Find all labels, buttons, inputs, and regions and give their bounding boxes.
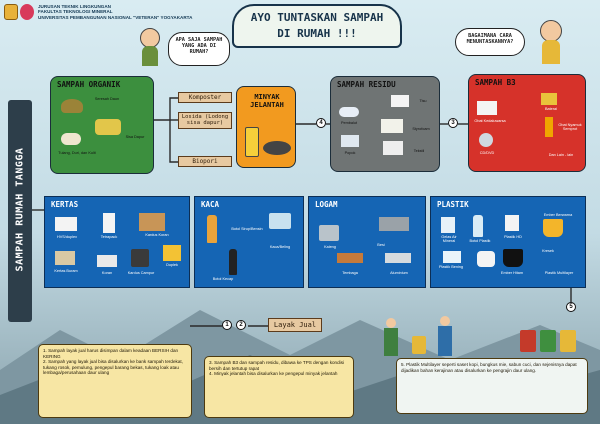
syrup-bottle-icon <box>207 215 217 243</box>
logam-item-besi: Besi <box>377 243 385 247</box>
losida-tag: Losida (Lodong sisa dapur) <box>178 112 232 129</box>
university-logo <box>4 4 18 20</box>
soy-bottle-icon <box>229 249 237 275</box>
kertas-item-buram: Kertas Buram <box>54 269 78 273</box>
side-label-panel <box>8 100 32 322</box>
hvs-icon <box>55 217 77 231</box>
cardboard-icon <box>139 213 165 231</box>
aluminium-icon <box>385 253 411 263</box>
mixed-box-icon <box>131 249 149 267</box>
diaper-icon <box>341 135 359 147</box>
note-4: 4. Minyak jelantah bisa disalurkan ke pengepul minyak jelantah <box>209 371 338 377</box>
note-2: 2. Sampah yang layak jual bisa disalurkan ke bank sampah terdekat, tukang rosok, pemulung, pengepul barang bekas, tukang loak atau lembaga/perusahaan daur ulang <box>43 359 183 376</box>
kitchen-scraps-icon <box>95 119 121 135</box>
speech-bubble-left: APA SAJA SAMPAH YANG ADA DI RUMAH? <box>168 32 230 66</box>
person-right-icon <box>540 20 562 42</box>
note-left <box>38 344 192 418</box>
plastik-item-multilayer: Plastik Multilayer <box>544 271 574 275</box>
duplek-icon <box>163 245 181 261</box>
step-2-badge: 2 <box>236 320 246 330</box>
plastik-item-gelas: Gelas Air Mineral <box>441 235 457 244</box>
speech-bubble-right: BAGAIMANA CARA MENUNTASKANNYA? <box>455 28 525 56</box>
organik-item-leaves: Seresah Daun <box>94 97 120 101</box>
bin-icon <box>412 336 426 354</box>
colored-bucket-icon <box>543 219 563 237</box>
bin-green-icon <box>540 330 556 352</box>
header-line-3: UNIVERSITAS PEMBANGUNAN NASIONAL "VETERAN" YOGYAKARTA <box>38 14 193 20</box>
kertas-item-kardus-campur: Kardus Campur <box>127 271 155 275</box>
side-label: SAMPAH RUMAH TANGGA <box>14 147 26 272</box>
organik-item-bones: Tulang, Duri, dan Kulit <box>58 151 96 155</box>
oil-bottle-icon <box>245 127 259 157</box>
person-right-body-icon <box>542 40 560 64</box>
person-left-body-icon <box>142 46 158 66</box>
collector-2-head-icon <box>440 316 450 326</box>
hd-plastic-icon <box>505 215 519 231</box>
cup-icon <box>441 217 455 233</box>
kresek-icon <box>477 251 495 267</box>
textile-icon <box>383 141 403 155</box>
logam-title: LOGAM <box>315 200 338 209</box>
logam-item-kaleng: Kaleng <box>324 245 336 249</box>
note-right <box>396 358 588 414</box>
step-4-badge: 4 <box>316 118 326 128</box>
clear-plastic-icon <box>443 251 461 263</box>
can-icon <box>319 225 339 241</box>
plastik-item-ember-berwarna: Ember Berwarna <box>543 213 573 217</box>
note-middle <box>204 356 354 418</box>
plastik-item-botol: Botol Plastik <box>469 239 491 243</box>
b3-item-obat: Obat Kedaluwarsa <box>474 119 506 123</box>
kertas-item-duplek: Duplek <box>166 263 178 267</box>
step-1-badge: 1 <box>222 320 232 330</box>
styrofoam-icon <box>381 119 403 133</box>
glass-shards-icon <box>269 213 291 229</box>
b3-item-cd: CD/DVD <box>479 151 495 155</box>
note-1: 1. Sampah layak jual harus disimpan dalam keadaan BERSIH dan KERING <box>43 348 179 359</box>
black-bucket-icon <box>503 249 523 267</box>
title-line-1: AYO TUNTASKAN SAMPAH <box>250 11 384 24</box>
plastik-item-kresek: Kresek <box>542 249 554 253</box>
collector-1-head-icon <box>386 318 396 328</box>
plastik-item-ember-hitam: Ember Hitam <box>500 271 524 275</box>
note-5: 5. Plastik Multilayer seperti saset kopi, bungkus mie, sabun cuci, dan sejenisnya dapat dijadikan bahan kerajinan atau disalurkan ke pengrajin daur ulang. <box>401 362 577 373</box>
note-3: 3. Sampah B3 dan sampah residu, dibawa ke TPS dengan kondisi bersih dan tertutup rapat <box>209 360 345 371</box>
kaca-item-beling: Kaca/Beling <box>269 245 291 249</box>
newspaper-icon <box>97 255 117 267</box>
bin-red-icon <box>520 330 536 352</box>
step-5-badge: 5 <box>566 302 576 312</box>
kertas-item-kardus-koran: Kardus Koran <box>145 233 169 237</box>
kaca-item-botol-kecap: Botol Kecap <box>212 277 234 281</box>
tissue-icon <box>391 95 409 107</box>
kaca-panel <box>194 196 304 288</box>
kertas-panel <box>44 196 190 288</box>
plastik-panel <box>430 196 586 288</box>
organik-title: SAMPAH ORGANIK <box>57 80 121 89</box>
leaf-litter-icon <box>61 99 83 113</box>
spray-icon <box>545 117 553 137</box>
bin-yellow-icon <box>560 330 576 352</box>
iron-icon <box>379 217 409 231</box>
komposter-tag: Komposter <box>178 92 232 103</box>
residu-panel <box>330 76 440 172</box>
collector-1-icon <box>384 328 398 356</box>
b3-item-baterai: Baterai <box>544 107 558 111</box>
header-line-1: JURUSAN TEKNIK LINGKUNGAN <box>38 4 111 9</box>
plastic-bottle-icon <box>473 215 483 237</box>
cd-icon <box>479 133 493 147</box>
biopori-tag: Biopori <box>178 156 232 167</box>
residu-item-tekstil: Tekstil <box>413 149 425 153</box>
b3-panel <box>468 74 586 172</box>
pad-icon <box>339 107 359 117</box>
layak-jual-tag: Layak Jual <box>268 318 322 332</box>
collector-2-icon <box>438 326 452 356</box>
minyak-panel <box>236 86 296 168</box>
organik-item-kitchen: Sisa Dapur <box>125 135 145 139</box>
residu-title: SAMPAH RESIDU <box>337 80 396 89</box>
title-line-2: DI RUMAH !!! <box>277 27 357 40</box>
kertas-item-tetrapack: Tetrapack <box>100 235 118 239</box>
residu-item-pembalut: Pembalut <box>340 121 358 125</box>
kaca-item-botol-sirup: Botol Sirup/Bensin <box>231 227 263 231</box>
residu-item-styrofoam: Styrofoam <box>412 127 430 131</box>
copper-icon <box>337 253 363 263</box>
plastik-item-bening: Plastik Bening <box>438 265 464 269</box>
medicine-icon <box>477 101 497 115</box>
logam-panel <box>308 196 426 288</box>
kaca-title: KACA <box>201 200 220 209</box>
kertas-item-hvs: HVS/duplex <box>56 235 78 239</box>
buram-icon <box>55 251 75 265</box>
plastik-title: PLASTIK <box>437 200 469 209</box>
b3-title: SAMPAH B3 <box>475 78 516 87</box>
person-left-icon <box>140 28 160 48</box>
kertas-item-koran: Koran <box>101 271 113 275</box>
tetrapack-icon <box>103 213 115 233</box>
header-line-2: FAKULTAS TEKNOLOGI MINERAL <box>38 9 113 15</box>
b3-item-lainnya: Dan Lain - lain <box>548 153 574 157</box>
b3-item-obat-nyamuk: Obat Nyamuk Semprot <box>558 123 582 132</box>
logam-item-tembaga: Tembaga <box>342 271 358 275</box>
minyak-title: MINYAK JELANTAH <box>250 93 284 109</box>
battery-icon <box>541 93 557 105</box>
residu-item-tisu: Tisu <box>419 99 427 103</box>
frying-pan-icon <box>263 141 291 155</box>
logam-item-aluminium: Aluminium <box>390 271 408 275</box>
residu-item-popok: Popok <box>344 151 356 155</box>
page-title <box>232 4 402 48</box>
plastik-item-hd: Plastik HD <box>504 235 522 239</box>
step-3-badge: 3 <box>448 118 458 128</box>
organik-panel <box>50 76 154 174</box>
kertas-title: KERTAS <box>51 200 79 209</box>
department-logo <box>20 4 34 20</box>
bones-icon <box>61 133 81 145</box>
